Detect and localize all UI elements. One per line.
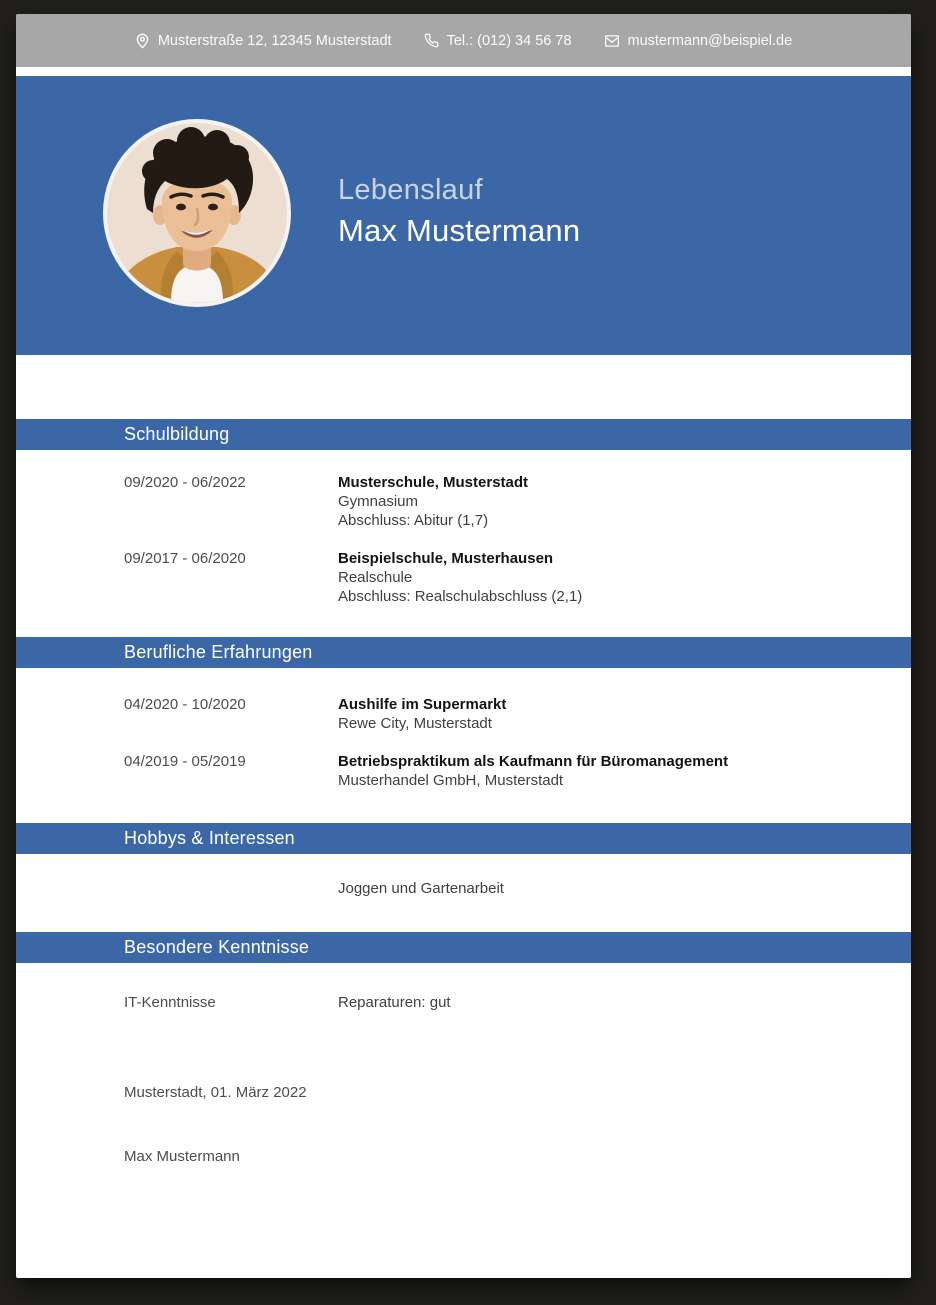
entry-title: Beispielschule, Musterhausen	[338, 550, 554, 567]
entry-line: Realschule	[338, 569, 413, 586]
contact-phone-text: Tel.: (012) 34 56 78	[446, 32, 572, 49]
contact-address-text: Musterstraße 12, 12345 Musterstadt	[157, 32, 392, 49]
signature-row	[16, 1147, 911, 1166]
work-entry	[16, 695, 911, 733]
envelope-icon	[604, 34, 620, 48]
entry-period: 04/2020 - 10/2020	[124, 696, 246, 713]
skill-label: IT-Kenntnisse	[124, 994, 216, 1011]
section-title: Schulbildung	[124, 424, 230, 444]
location-pin-icon	[135, 33, 150, 49]
entry-period: 04/2019 - 05/2019	[124, 753, 246, 770]
section-header-schulbildung	[16, 419, 911, 450]
place-date-row	[16, 1083, 911, 1102]
skill-entry	[16, 993, 911, 1012]
education-entry	[16, 473, 911, 530]
section-header-besondere-kenntnisse	[16, 932, 911, 963]
entry-title: Aushilfe im Supermarkt	[338, 696, 507, 713]
section-header-berufliche-erfahrungen	[16, 637, 911, 668]
phone-icon	[424, 33, 439, 48]
hero-header	[16, 76, 911, 355]
entry-period: 09/2017 - 06/2020	[124, 550, 246, 567]
entry-line: Abschluss: Realschulabschluss (2,1)	[338, 588, 583, 605]
contact-address	[135, 33, 392, 49]
hero-text-block	[338, 170, 580, 252]
section-header-hobbys-interessen	[16, 823, 911, 854]
entry-line: Joggen und Gartenarbeit	[338, 880, 504, 897]
work-entry	[16, 752, 911, 790]
entry-line: Rewe City, Musterstadt	[338, 715, 492, 732]
entry-period	[124, 879, 338, 898]
entry-title: Betriebspraktikum als Kaufmann für Büromanagement	[338, 753, 729, 770]
entry-line: Abschluss: Abitur (1,7)	[338, 512, 489, 529]
signature-name: Max Mustermann	[124, 1148, 240, 1165]
education-entry	[16, 549, 911, 606]
contact-bar	[16, 14, 911, 67]
section-title: Hobbys & Interessen	[124, 828, 295, 848]
divider-strip	[16, 67, 911, 76]
portrait-illustration	[107, 123, 287, 303]
entry-line: Musterhandel GmbH, Musterstadt	[338, 772, 564, 789]
skill-value: Reparaturen: gut	[338, 994, 451, 1011]
contact-email-text: mustermann@beispiel.de	[627, 32, 793, 49]
entry-title: Musterschule, Musterstadt	[338, 474, 529, 491]
place-date: Musterstadt, 01. März 2022	[124, 1084, 307, 1101]
entry-period: 09/2020 - 06/2022	[124, 474, 246, 491]
section-title: Besondere Kenntnisse	[124, 937, 310, 957]
document-type-label: Lebenslauf	[338, 174, 483, 206]
contact-email	[604, 33, 793, 49]
section-title: Berufliche Erfahrungen	[124, 642, 313, 662]
profile-photo	[103, 119, 291, 307]
person-name: Max Mustermann	[338, 213, 581, 248]
hobby-entry	[16, 879, 911, 898]
cv-page	[16, 14, 911, 1278]
entry-line: Gymnasium	[338, 493, 419, 510]
contact-phone	[424, 33, 572, 49]
